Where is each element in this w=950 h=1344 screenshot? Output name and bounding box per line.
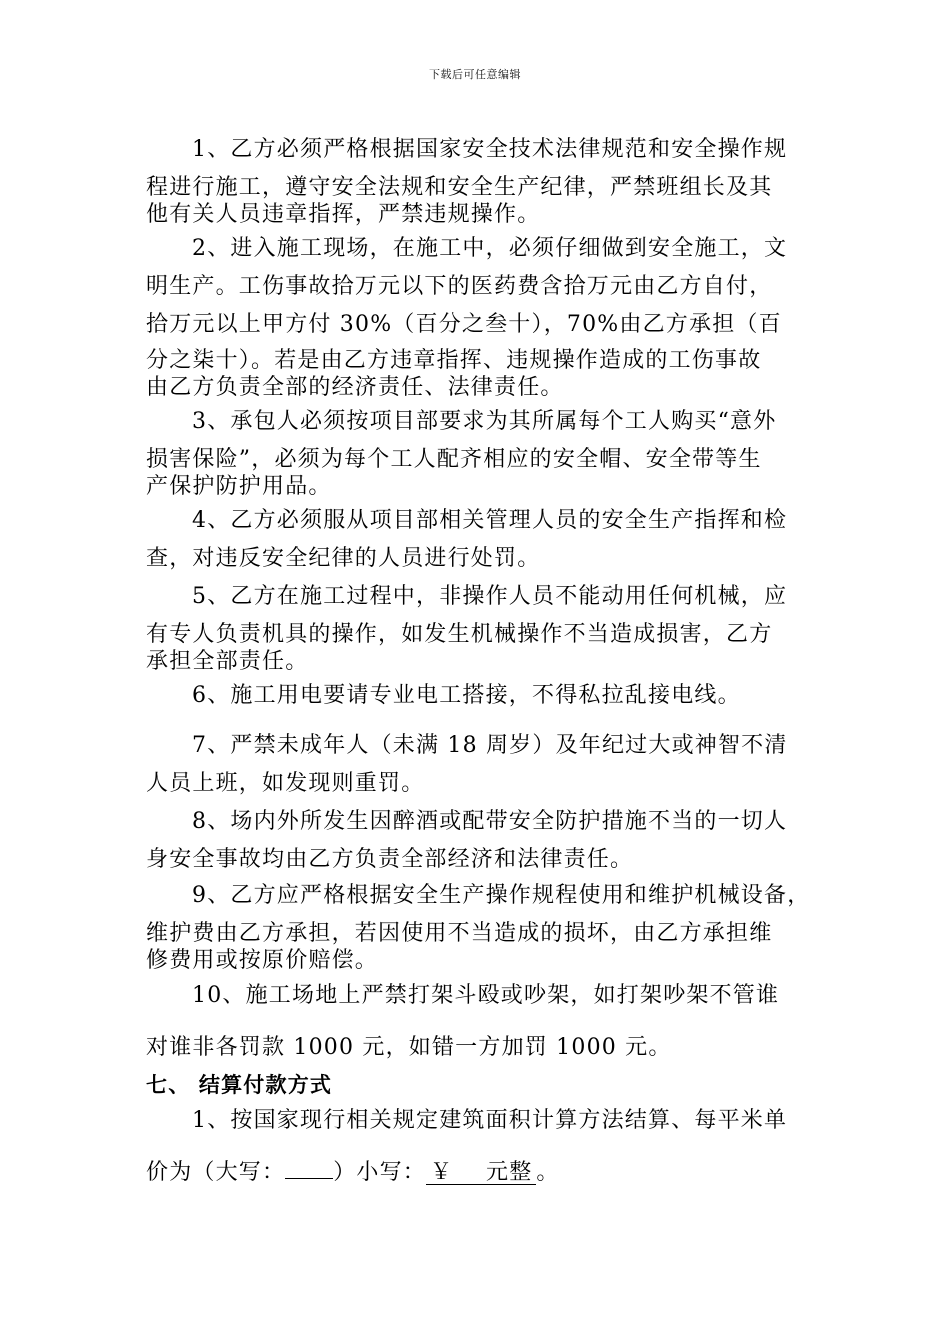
price-text-prefix: 价为（大写：	[146, 1160, 286, 1185]
price-lowercase-blank: ￥ 元整	[426, 1162, 536, 1185]
item-10-line-1: 10、施工场地上严禁打架斗殴或吵架，如打架吵架不管谁	[192, 983, 780, 1008]
price-uppercase-blank	[285, 1178, 333, 1179]
item-5-line-3: 承担全部责任。	[146, 649, 309, 674]
item-4-line-1: 4、乙方必须服从项目部相关管理人员的安全生产指挥和检	[192, 508, 788, 533]
item-9-line-1: 9、乙方应严格根据安全生产操作规程使用和维护机械设备，	[192, 883, 811, 908]
item-5-line-1: 5、乙方在施工过程中，非操作人员不能动用任何机械，应	[192, 584, 788, 609]
page-header: 下载后可任意编辑	[429, 68, 521, 81]
item-1-line-2: 程进行施工，遵守安全法规和安全生产纪律，严禁班组长及其	[146, 175, 773, 200]
item-5-line-2: 有专人负责机具的操作，如发生机械操作不当造成损害，乙方	[146, 622, 773, 647]
item-8-line-2: 身安全事故均由乙方负责全部经济和法律责任。	[146, 847, 634, 872]
section-item-1-line-1: 1、按国家现行相关规定建筑面积计算方法结算、每平米单	[192, 1108, 788, 1133]
item-3-line-3: 产保护防护用品。	[146, 474, 332, 499]
item-2-line-2: 明生产。工伤事故拾万元以下的医药费含拾万元由乙方自付，	[146, 274, 773, 299]
item-9-line-3: 修费用或按原价赔偿。	[146, 948, 379, 973]
item-2-line-4: 分之柒十）。若是由乙方违章指挥、违规操作造成的工伤事故	[146, 348, 762, 373]
item-2-line-3: 拾万元以上甲方付 30%（百分之叁十），70%由乙方承担（百	[146, 312, 782, 337]
item-2-line-5: 由乙方负责全部的经济责任、法律责任。	[146, 375, 564, 400]
item-3-line-2: 损害保险”，必须为每个工人配齐相应的安全帽、安全带等生	[146, 447, 762, 472]
item-10-line-2: 对谁非各罚款 1000 元，如错一方加罚 1000 元。	[146, 1035, 672, 1060]
item-1-line-1: 1、乙方必须严格根据国家安全技术法律规范和安全操作规	[192, 137, 788, 162]
item-2-line-1: 2、进入施工现场，在施工中，必须仔细做到安全施工，文	[192, 236, 788, 261]
item-8-line-1: 8、场内外所发生因醉酒或配带安全防护措施不当的一切人	[192, 809, 788, 834]
item-4-line-2: 查，对违反安全纪律的人员进行处罚。	[146, 546, 541, 571]
price-text-mid: ）小写：	[333, 1160, 427, 1185]
item-7-line-1: 7、严禁未成年人（未满 18 周岁）及年纪过大或神智不清	[192, 733, 788, 758]
item-6-line-1: 6、施工用电要请专业电工搭接，不得私拉乱接电线。	[192, 683, 741, 708]
price-text-suffix: 。	[536, 1160, 560, 1185]
item-7-line-2: 人员上班，如发现则重罚。	[146, 771, 425, 796]
section-heading: 七、 结算付款方式	[146, 1073, 333, 1097]
item-1-line-3: 他有关人员违章指挥，严禁违规操作。	[146, 202, 541, 227]
item-9-line-2: 维护费由乙方承担，若因使用不当造成的损坏，由乙方承担维	[146, 921, 773, 946]
section-item-1-line-2	[146, 1160, 560, 1186]
item-3-line-1: 3、承包人必须按项目部要求为其所属每个工人购买“意外	[192, 409, 777, 434]
